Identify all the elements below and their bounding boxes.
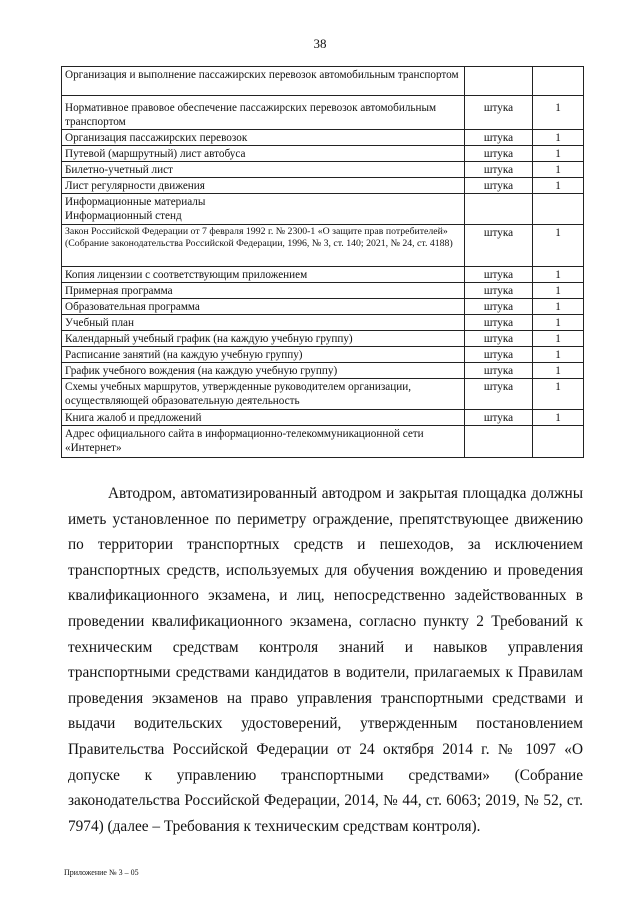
table-row [62,363,584,379]
qty-cell: 1 [533,363,584,379]
table-row [62,410,584,426]
qty-cell: 1 [533,267,584,283]
unit-cell: штука [465,331,533,347]
item-cell: Организация и выполнение пассажирских перевозок автомобильным транспортом [62,67,465,96]
unit-cell: штука [465,162,533,178]
unit-cell: штука [465,315,533,331]
table-row [62,267,584,283]
item-cell: Информационные материалы Информационный стенд [62,194,465,225]
item-cell: Путевой (маршрутный) лист автобуса [62,146,465,162]
item-cell: Календарный учебный график (на каждую учебную группу) [62,331,465,347]
item-cell: Копия лицензии с соответствующим приложением [62,267,465,283]
body-paragraph: Автодром, автоматизированный автодром и закрытая площадка должны иметь установленное по периметру ограждение, препятствующее движению по территории транспортных средств и пешеходов, за исключением транспортных средств, используемых для обучения вождению и проведения квалификационного экзамена, и лиц, непосредственно задействованных в проведении квалификационного экзамена, согласно пункту 2 Требований к техническим средствам контроля знаний и навыков управления транспортными средствами кандидатов в водители, прилагаемых к Правилам проведения экзаменов на право управления транспортными средствами и выдачи водительских удостоверений, утвержденным постановлением Правительства Российской Федерации от 24 октября 2014 г. № 1097 «О допуске к управлению транспортными средствами» (Собрание законодательства Российской Федерации, 2014, № 44, ст. 6063; 2019, № 52, ст. 7974) (далее – Требования к техническим средствам контроля). [68,485,583,835]
item-cell: Билетно-учетный лист [62,162,465,178]
table-row [62,178,584,194]
unit-cell: штука [465,146,533,162]
item-cell: Схемы учебных маршрутов, утвержденные руководителем организации, осуществляющей образовательную деятельность [62,379,465,410]
qty-cell: 1 [533,96,584,130]
unit-cell [465,67,533,96]
table-row [62,194,584,225]
qty-cell: 1 [533,299,584,315]
qty-cell: 1 [533,283,584,299]
table-row [62,299,584,315]
unit-cell: штука [465,379,533,410]
unit-cell: штука [465,130,533,146]
qty-cell: 1 [533,315,584,331]
item-cell: Адрес официального сайта в информационно-телекоммуникационной сети «Интернет» [62,426,465,458]
unit-cell: штука [465,96,533,130]
item-cell: Примерная программа [62,283,465,299]
table-row [62,67,584,96]
unit-cell: штука [465,410,533,426]
qty-cell: 1 [533,178,584,194]
table-row [62,146,584,162]
table-row [62,347,584,363]
item-cell: Нормативное правовое обеспечение пассажирских перевозок автомобильным транспортом [62,96,465,130]
equipment-table [61,66,584,458]
qty-cell: 1 [533,331,584,347]
qty-cell [533,426,584,458]
qty-cell [533,194,584,225]
item-cell: Закон Российской Федерации от 7 февраля 1992 г. № 2300-1 «О защите прав потребителей» (Собрание законодательства Российской Федерации, 1996, № 3, ст. 140; 2021, № 24, ст. 4188) [62,225,465,267]
item-cell: Лист регулярности движения [62,178,465,194]
qty-cell: 1 [533,379,584,410]
table-row [62,225,584,267]
item-cell: Образовательная программа [62,299,465,315]
unit-cell: штука [465,347,533,363]
unit-cell [465,194,533,225]
table-row [62,96,584,130]
table-row [62,130,584,146]
item-cell: Расписание занятий (на каждую учебную группу) [62,347,465,363]
qty-cell: 1 [533,225,584,267]
qty-cell [533,67,584,96]
qty-cell: 1 [533,146,584,162]
item-cell: График учебного вождения (на каждую учебную группу) [62,363,465,379]
item-cell: Организация пассажирских перевозок [62,130,465,146]
item-cell: Учебный план [62,315,465,331]
item-cell: Книга жалоб и предложений [62,410,465,426]
qty-cell: 1 [533,347,584,363]
table-row [62,379,584,410]
qty-cell: 1 [533,162,584,178]
qty-cell: 1 [533,410,584,426]
table-row [62,426,584,458]
qty-cell: 1 [533,130,584,146]
footer-note: Приложение № 3 – 05 [64,868,139,877]
page-number: 38 [313,36,327,51]
table-row [62,283,584,299]
unit-cell: штука [465,225,533,267]
unit-cell: штука [465,283,533,299]
unit-cell: штука [465,178,533,194]
unit-cell: штука [465,267,533,283]
unit-cell: штука [465,363,533,379]
unit-cell [465,426,533,458]
table-row [62,162,584,178]
unit-cell: штука [465,299,533,315]
table-row [62,315,584,331]
table-row [62,331,584,347]
